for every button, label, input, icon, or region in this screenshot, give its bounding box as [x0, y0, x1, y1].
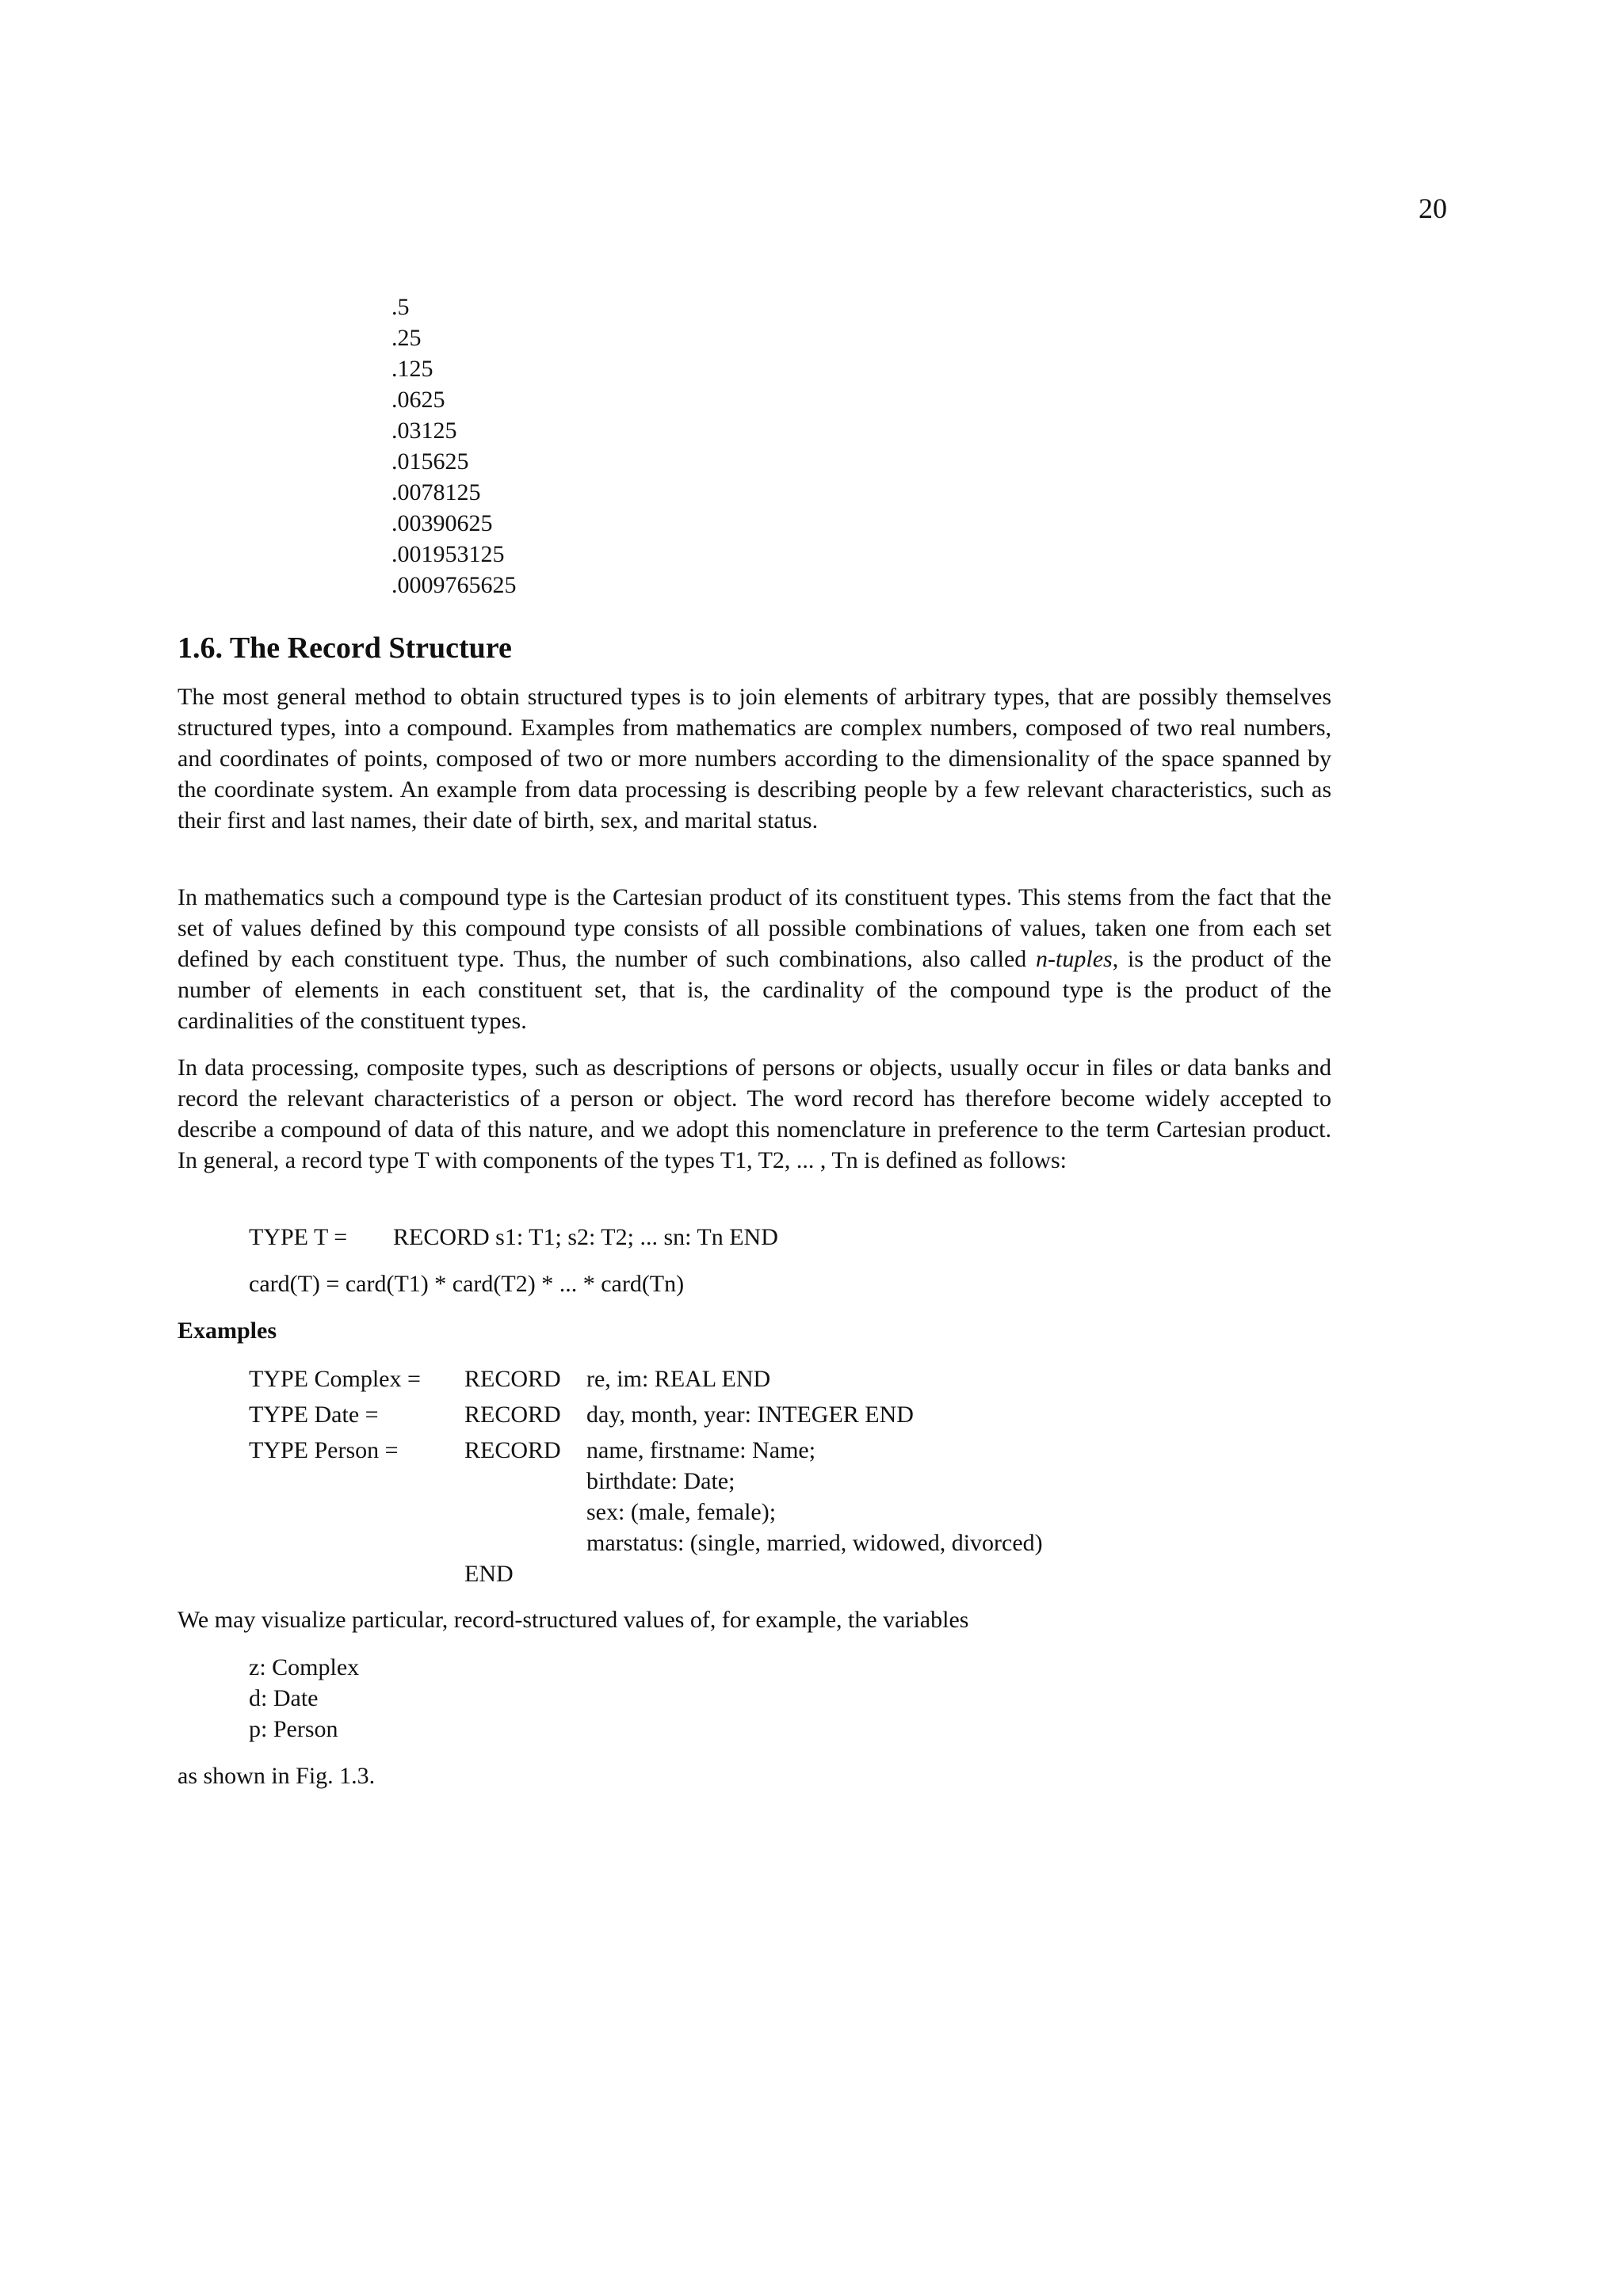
person-field-names: name, firstname: Name;: [586, 1437, 816, 1463]
person-type-label: TYPE Person =: [249, 1437, 399, 1463]
list-item: .0009765625: [391, 572, 517, 598]
list-item: .001953125: [391, 541, 505, 567]
variable-complex: z: Complex: [249, 1654, 360, 1680]
paragraph-text: , is the product of the number of elements in each constituent set, that is, the cardinality of the compound type is the product of the cardinalities of the constituent types.: [178, 946, 1331, 1034]
list-item: .5: [391, 294, 410, 320]
variable-person: p: Person: [249, 1716, 338, 1742]
date-record-keyword: RECORD: [464, 1402, 561, 1428]
list-item: .25: [391, 325, 422, 351]
type-definition-label: TYPE T =: [249, 1224, 348, 1250]
paragraph-data-processing: In data processing, composite types, such as descriptions of persons or objects, usually occur in files or data banks and record the relevant characteristics of a person or object. The word record has therefore become widely accepted to describe a compound of data of this nature, and we adopt this nomenclature in preference to the term Cartesian product. In general, a record type T with components of the types T1, T2, ... , Tn is defined as follows:: [178, 1055, 1331, 1173]
section-heading: 1.6. The Record Structure: [178, 631, 512, 665]
person-record-end: END: [464, 1561, 514, 1587]
italic-term: n-tuples: [1036, 946, 1113, 972]
list-item: .00390625: [391, 510, 493, 536]
list-item: .03125: [391, 418, 457, 444]
closing-text: as shown in Fig. 1.3.: [178, 1763, 376, 1789]
list-item: .015625: [391, 448, 469, 475]
variable-date: d: Date: [249, 1685, 319, 1711]
visualize-text: We may visualize particular, record-structured values of, for example, the variables: [178, 1607, 969, 1633]
person-field-birthdate: birthdate: Date;: [586, 1468, 735, 1494]
complex-record-body: re, im: REAL END: [586, 1366, 771, 1392]
date-record-body: day, month, year: INTEGER END: [586, 1402, 914, 1428]
paragraph-text: In mathematics such a compound type is the Cartesian product of its constituent types. This stems from the fact that the set of values defined by this compound type consists of all possible combinations of values, taken one from each set defined by each constituent type. Thus, the number of such combinations, also called: [178, 884, 1331, 972]
page-number: 20: [1419, 193, 1447, 224]
person-field-sex: sex: (male, female);: [586, 1499, 777, 1525]
type-definition-body: RECORD s1: T1; s2: T2; ... sn: Tn END: [393, 1224, 778, 1250]
person-record-keyword: RECORD: [464, 1437, 561, 1463]
list-item: .0078125: [391, 479, 481, 505]
date-type-label: TYPE Date =: [249, 1402, 379, 1428]
complex-record-keyword: RECORD: [464, 1366, 561, 1392]
examples-heading: Examples: [178, 1318, 277, 1344]
paragraph-cartesian-product: [178, 882, 1331, 1036]
complex-type-label: TYPE Complex =: [249, 1366, 421, 1392]
paragraph-intro: The most general method to obtain structured types is to join elements of arbitrary types, that are possibly themselves structured types, into a compound. Examples from mathematics are complex numbers, composed of two real numbers, and coordinates of points, composed of two or more numbers according to the dimensionality of the space spanned by the coordinate system. An example from data processing is describing people by a few relevant characteristics, such as their first and last names, their date of birth, sex, and marital status.: [178, 684, 1331, 833]
cardinality-formula: card(T) = card(T1) * card(T2) * ... * card(Tn): [249, 1271, 685, 1297]
list-item: .125: [391, 356, 433, 382]
power-of-two-fraction-list: [391, 292, 517, 601]
list-item: .0625: [391, 387, 445, 413]
person-field-marstatus: marstatus: (single, married, widowed, divorced): [586, 1530, 1043, 1556]
